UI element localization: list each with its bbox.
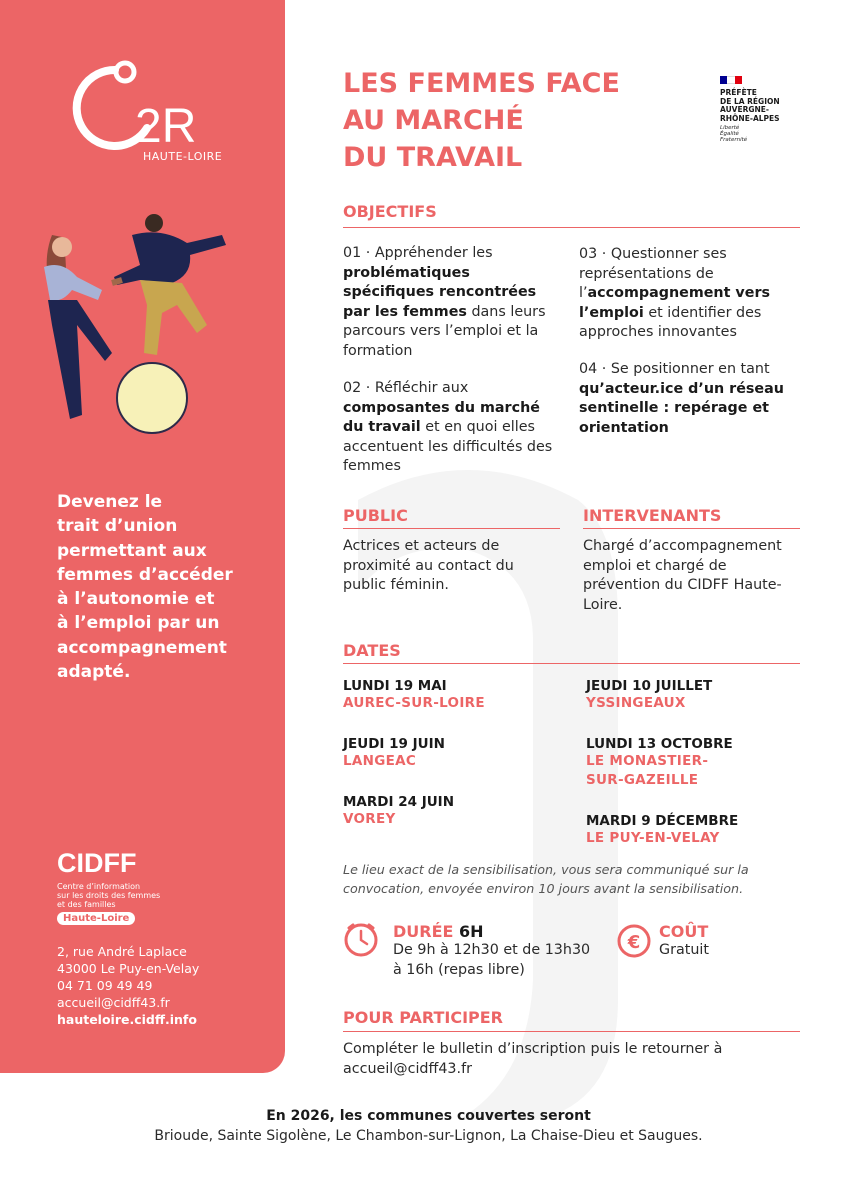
address-phone[interactable]: 04 71 09 49 49	[57, 978, 153, 993]
address-street: 2, rue André Laplace	[57, 944, 187, 959]
footer-title: En 2026, les communes couvertes seront	[266, 1108, 591, 1124]
dates-rule	[343, 663, 800, 664]
date-item: JEUDI 10 JUILLET YSSINGEAUX	[586, 678, 713, 711]
cidff-logo-text: CIDFF	[57, 848, 137, 876]
intervenants-heading: INTERVENANTS	[583, 506, 722, 525]
duree-value: 6H	[459, 922, 484, 941]
cout-label: COÛT	[659, 922, 709, 941]
duree-block	[393, 922, 593, 980]
intervenants-rule	[583, 528, 800, 529]
website-link[interactable]: hauteloire.cidff.info	[57, 1012, 197, 1027]
logo-subtitle: HAUTE-LOIRE	[143, 150, 223, 163]
address-city: 43000 Le Puy-en-Velay	[57, 961, 200, 976]
participer-heading: POUR PARTICIPER	[343, 1008, 503, 1027]
participer-text: Compléter le bulletin d’inscription puis le retourner à accueil@cidff43.fr	[343, 1041, 723, 1077]
date-item: LUNDI 19 MAI AUREC-SUR-LOIRE	[343, 678, 485, 711]
cout-text: Gratuit	[659, 942, 709, 958]
objectifs-heading: OBJECTIFS	[343, 202, 437, 221]
objectif-item-3: 03 · Questionner ses représentations de l’accompagnement vers l’emploi et identifier des approches innovantes	[579, 246, 770, 340]
tagline: Devenez le trait d’union permettant aux femmes d’accéder à l’autonomie et à l’emploi par un accompagnement adapté.	[57, 492, 233, 683]
public-text: Actrices et acteurs de proximité au contact du public féminin.	[343, 538, 514, 593]
date-item: MARDI 24 JUIN VOREY	[343, 794, 454, 827]
date-item: LUNDI 13 OCTOBRE LE MONASTIER- SUR-GAZEILLE	[586, 736, 733, 788]
objectif-item-4: 04 · Se positionner en tant qu’acteur.ice d’un réseau sentinelle : repérage et orientation	[579, 361, 784, 436]
prefecture-motto: Liberté Égalité Fraternité	[720, 125, 748, 143]
date-item: JEUDI 19 JUIN LANGEAC	[343, 736, 445, 769]
address-block	[57, 943, 199, 1028]
public-rule	[343, 528, 560, 529]
dates-heading: DATES	[343, 641, 401, 660]
intervenants-text: Chargé d’accompagnement emploi et chargé de prévention du CIDFF Haute-Loire.	[583, 538, 782, 613]
flag-icon	[720, 76, 742, 84]
participer-rule	[343, 1031, 800, 1032]
clock-icon	[343, 922, 379, 958]
objectif-item-1: 01 · Appréhender les problématiques spécifiques rencontrées par les femmes dans leurs parcours vers l’emploi et la formation	[343, 245, 546, 359]
o2r-logo-text: 2R	[135, 100, 197, 153]
objectifs-rule	[343, 227, 800, 228]
public-heading: PUBLIC	[343, 506, 408, 525]
cidff-badge: Haute-Loire	[57, 912, 135, 925]
duree-label: DURÉE	[393, 922, 454, 941]
prefecture-text: PRÉFÈTE DE LA RÉGION AUVERGNE- RHÔNE-ALPES	[720, 88, 780, 123]
footer-communes: Brioude, Sainte Sigolène, Le Chambon-sur-Lignon, La Chaise-Dieu et Saugues.	[154, 1128, 703, 1144]
dates-note: Le lieu exact de la sensibilisation, vous sera communiqué sur la convocation, envoyée environ 10 jours avant la sensibilisation.	[343, 862, 749, 896]
date-item: MARDI 9 DÉCEMBRE LE PUY-EN-VELAY	[586, 813, 739, 846]
euro-icon	[616, 923, 652, 959]
duree-text: De 9h à 12h30 et de 13h30 à 16h (repas libre)	[393, 942, 591, 978]
cout-block	[659, 922, 709, 961]
objectif-item-2: 02 · Réfléchir aux composantes du marché du travail et en quoi elles accentuent les difficultés des femmes	[343, 380, 553, 474]
prefecture-logo	[720, 76, 820, 143]
address-email[interactable]: accueil@cidff43.fr	[57, 995, 170, 1010]
svg-text:€: €	[627, 932, 641, 953]
illustration-dancers	[22, 205, 267, 445]
page-title: LES FEMMES FACE AU MARCHÉ DU TRAVAIL	[343, 68, 620, 173]
cidff-logo	[57, 848, 187, 876]
cidff-subtitle: Centre d’information sur les droits des femmes et des familles	[57, 882, 161, 909]
